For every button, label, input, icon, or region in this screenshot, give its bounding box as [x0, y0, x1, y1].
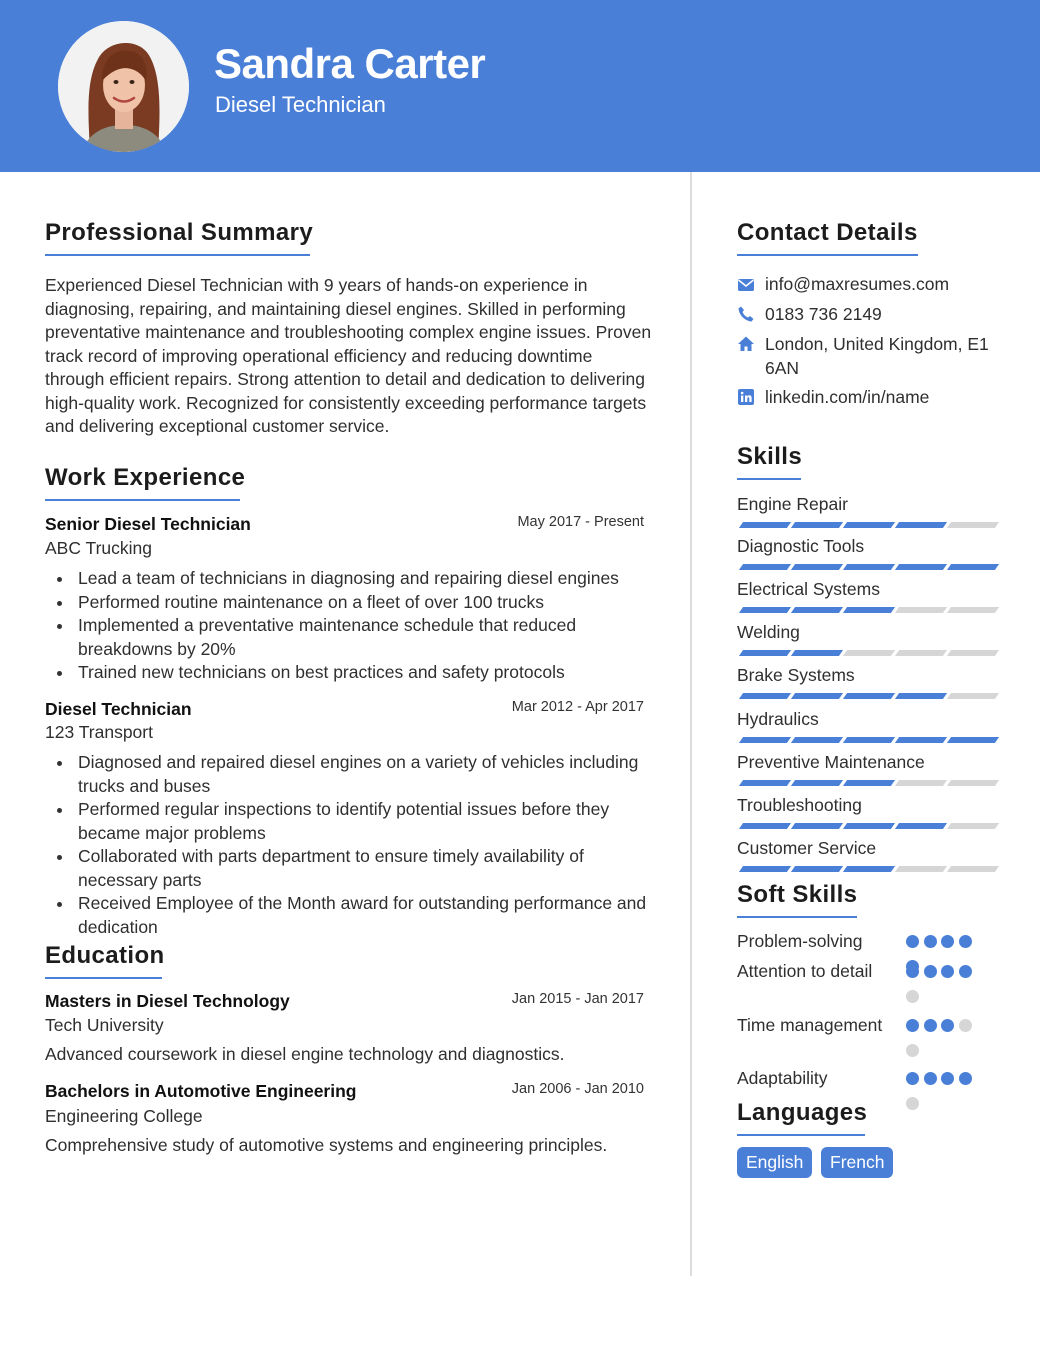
skill-segment-filled [791, 650, 843, 656]
rating-dot-empty [959, 1019, 972, 1032]
skill-segment-filled [895, 564, 947, 570]
skill-segment-filled [947, 737, 999, 743]
languages-heading: Languages [737, 1099, 865, 1136]
rating-dot-filled [941, 1072, 954, 1085]
skill-label: Hydraulics [737, 709, 819, 729]
skill-segment-filled [739, 564, 791, 570]
skill-segment-filled [843, 693, 895, 699]
skill-segment-empty [895, 780, 947, 786]
skill-segment-filled [843, 780, 895, 786]
language-tag: English [737, 1147, 812, 1178]
job-company: 123 Transport [45, 722, 153, 742]
skill-segment-filled [739, 866, 791, 872]
job-role: Diesel Technician [45, 699, 192, 719]
rating-dot-filled [959, 965, 972, 978]
rating-dot-filled [906, 1072, 919, 1085]
contact-heading: Contact Details [737, 219, 918, 256]
skill-segment-filled [739, 693, 791, 699]
list-item: Performed routine maintenance on a fleet of over 100 trucks [45, 591, 653, 615]
list-item: Collaborated with parts department to ensure timely availability of necessary parts [45, 845, 653, 892]
skill-segment-filled [843, 737, 895, 743]
skill-segment-filled [791, 607, 843, 613]
skill-segment-empty [947, 522, 999, 528]
skills-heading: Skills [737, 443, 801, 480]
skill-segment-filled [895, 823, 947, 829]
skill-segment-empty [947, 693, 999, 699]
list-item: Lead a team of technicians in diagnosing and repairing diesel engines [45, 567, 653, 591]
soft-skill-label: Time management [737, 1015, 883, 1035]
home-icon [737, 335, 755, 353]
skill-level-bar [737, 522, 993, 528]
skill-segment-filled [791, 564, 843, 570]
skill-segment-filled [843, 607, 895, 613]
skill-segment-filled [739, 737, 791, 743]
list-item: Received Employee of the Month award for outstanding performance and dedication [45, 892, 653, 939]
list-item: Diagnosed and repaired diesel engines on a variety of vehicles including trucks and buses [45, 751, 653, 798]
job-role: Senior Diesel Technician [45, 514, 251, 534]
skill-segment-filled [791, 522, 843, 528]
experience-heading: Work Experience [45, 464, 240, 501]
skill-label: Diagnostic Tools [737, 536, 865, 556]
soft-skill-label: Adaptability [737, 1068, 828, 1088]
skill-level-bar [737, 866, 993, 872]
skill-level-bar [737, 650, 993, 656]
skill-segment-empty [895, 866, 947, 872]
candidate-name: Sandra Carter [214, 40, 486, 87]
education-dates: Jan 2006 - Jan 2010 [511, 1081, 644, 1097]
list-item: Performed regular inspections to identify potential issues before they became major problems [45, 798, 653, 845]
skill-segment-empty [895, 650, 947, 656]
column-divider [690, 172, 692, 1276]
skill-label: Engine Repair [737, 494, 848, 514]
list-item: Implemented a preventative maintenance schedule that reduced breakdowns by 20% [45, 614, 653, 661]
rating-dot-filled [941, 935, 954, 948]
skill-segment-filled [895, 522, 947, 528]
rating-dot-filled [959, 1072, 972, 1085]
summary-text: Experienced Diesel Technician with 9 years of hands-on experience in diagnosing, repairing, and maintaining diesel engines. Skilled in performing preventative maintenance and troubleshooting complex engine issues. Proven track record of improving operational efficiency and reducing downtime through efficient repairs. Strong attention to detail and dedication to delivering high-quality work. Recognized for consistently exceeding performance targets and delivering exceptional customer service. [45, 275, 652, 436]
skill-segment-empty [895, 607, 947, 613]
skill-segment-empty [947, 823, 999, 829]
avatar [58, 21, 189, 152]
skill-segment-filled [739, 607, 791, 613]
degree-title: Bachelors in Automotive Engineering [45, 1081, 357, 1101]
summary-heading: Professional Summary [45, 219, 310, 256]
job-bullets [45, 567, 653, 685]
skill-level-bar [737, 737, 993, 743]
skill-segment-filled [947, 564, 999, 570]
school-name: Engineering College [45, 1106, 203, 1126]
soft-skill-label: Problem-solving [737, 931, 863, 951]
list-item: Trained new technicians on best practices and safety protocols [45, 661, 653, 685]
education-description: Advanced coursework in diesel engine technology and diagnostics. [45, 1044, 565, 1064]
header-banner [0, 0, 1040, 172]
candidate-title: Diesel Technician [215, 92, 386, 117]
rating-dot-filled [924, 965, 937, 978]
skill-segment-filled [791, 780, 843, 786]
skill-segment-filled [739, 650, 791, 656]
job-bullets [45, 751, 653, 939]
skill-segment-empty [947, 650, 999, 656]
skill-label: Welding [737, 622, 800, 642]
skill-level-bar [737, 564, 993, 570]
contact-email[interactable]: info@maxresumes.com [765, 274, 950, 294]
degree-title: Masters in Diesel Technology [45, 991, 290, 1011]
envelope-icon [737, 276, 755, 294]
skill-segment-filled [739, 823, 791, 829]
skill-label: Brake Systems [737, 665, 855, 685]
skill-segment-filled [843, 866, 895, 872]
skill-segment-filled [791, 693, 843, 699]
skill-segment-empty [843, 650, 895, 656]
education-dates: Jan 2015 - Jan 2017 [511, 991, 644, 1007]
contact-address: London, United Kingdom, E1 6AN [765, 334, 989, 378]
skill-segment-filled [739, 780, 791, 786]
rating-dot-filled [906, 965, 919, 978]
skill-level-bar [737, 693, 993, 699]
profile-photo [58, 21, 189, 152]
rating-dot-filled [924, 1072, 937, 1085]
skill-label: Preventive Maintenance [737, 752, 925, 772]
rating-dot-empty [906, 990, 919, 1003]
linkedin-icon [737, 388, 755, 406]
contact-linkedin[interactable]: linkedin.com/in/name [765, 387, 930, 407]
language-tag: French [821, 1147, 893, 1178]
rating-dot-filled [941, 965, 954, 978]
skill-segment-filled [791, 866, 843, 872]
skill-level-bar [737, 780, 993, 786]
skill-segment-empty [947, 780, 999, 786]
skill-segment-filled [791, 737, 843, 743]
skill-segment-filled [843, 522, 895, 528]
rating-dot-empty [906, 1044, 919, 1057]
skill-label: Electrical Systems [737, 579, 880, 599]
soft-skill-label: Attention to detail [737, 961, 873, 981]
skill-segment-filled [895, 737, 947, 743]
rating-dot-filled [941, 1019, 954, 1032]
contact-phone[interactable]: 0183 736 2149 [765, 304, 882, 324]
rating-dot-filled [959, 935, 972, 948]
skill-level-bar [737, 607, 993, 613]
rating-dot-filled [924, 935, 937, 948]
skill-segment-filled [791, 823, 843, 829]
job-dates: May 2017 - Present [517, 514, 644, 530]
education-heading: Education [45, 942, 162, 979]
rating-dot-filled [906, 1019, 919, 1032]
job-dates: Mar 2012 - Apr 2017 [511, 699, 644, 715]
skill-segment-filled [895, 693, 947, 699]
soft-skills-heading: Soft Skills [737, 881, 857, 918]
job-company: ABC Trucking [45, 538, 152, 558]
skill-segment-filled [739, 522, 791, 528]
skill-label: Customer Service [737, 838, 877, 858]
education-description: Comprehensive study of automotive systems and engineering principles. [45, 1135, 608, 1155]
skill-level-bar [737, 823, 993, 829]
rating-dot-empty [906, 1097, 919, 1110]
skill-label: Troubleshooting [737, 795, 862, 815]
skill-segment-filled [843, 564, 895, 570]
skill-segment-empty [947, 866, 999, 872]
rating-dot-filled [924, 1019, 937, 1032]
phone-icon [737, 305, 755, 323]
rating-dot-filled [906, 935, 919, 948]
school-name: Tech University [45, 1015, 164, 1035]
skill-segment-filled [843, 823, 895, 829]
skill-segment-empty [947, 607, 999, 613]
